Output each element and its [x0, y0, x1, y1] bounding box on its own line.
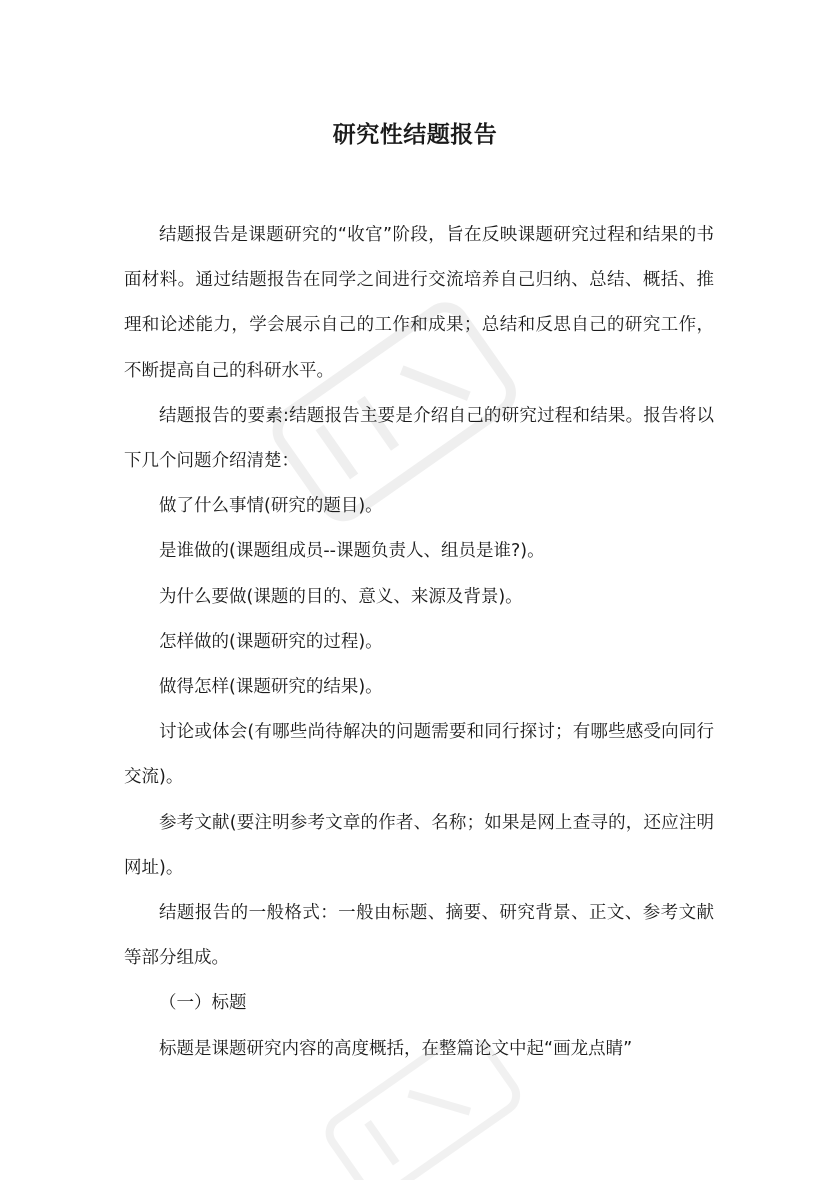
list-item-how: 怎样做的(课题研究的过程)。 — [159, 631, 383, 652]
format-paragraph: 结题报告的一般格式：一般由标题、摘要、研究背景、正文、参考文献等部分组成。 — [124, 903, 714, 969]
list-item-result: 做得怎样(课题研究的结果)。 — [159, 677, 383, 698]
elements-paragraph: 结题报告的要素:结题报告主要是介绍自己的研究过程和结果。报告将以下几个问题介绍清楚： — [124, 405, 714, 472]
list-item-who: 是谁做的(课题组成员--课题负责人、组员是谁?)。 — [159, 541, 545, 562]
list-item-what: 做了什么事情(研究的题目)。 — [159, 496, 383, 517]
title-description-paragraph: 标题是课题研究内容的高度概括，在整篇论文中起“画龙点睛” — [159, 1038, 633, 1059]
list-item-references: 参考文献(要注明参考文章的作者、名称；如果是网上查寻的，还应注明网址)。 — [124, 812, 714, 878]
list-item-discussion: 讨论或体会(有哪些尚待解决的问题需要和同行探讨；有哪些感受向同行交流)。 — [124, 722, 714, 788]
list-item-why: 为什么要做(课题的目的、意义、来源及背景)。 — [159, 586, 523, 607]
section-heading-title: （一）标题 — [159, 993, 247, 1014]
intro-paragraph: 结题报告是课题研究的“收官”阶段，旨在反映课题研究过程和结果的书面材料。通过结题报告在同学之间进行交流培养自己归纳、总结、概括、推理和论述能力，学会展示自己的工作和成果；总结和反思自己的研究工作，不断提高自己的科研水平。 — [124, 225, 714, 381]
page-title: 研究性结题报告 — [332, 122, 498, 148]
document-body — [124, 213, 714, 1072]
